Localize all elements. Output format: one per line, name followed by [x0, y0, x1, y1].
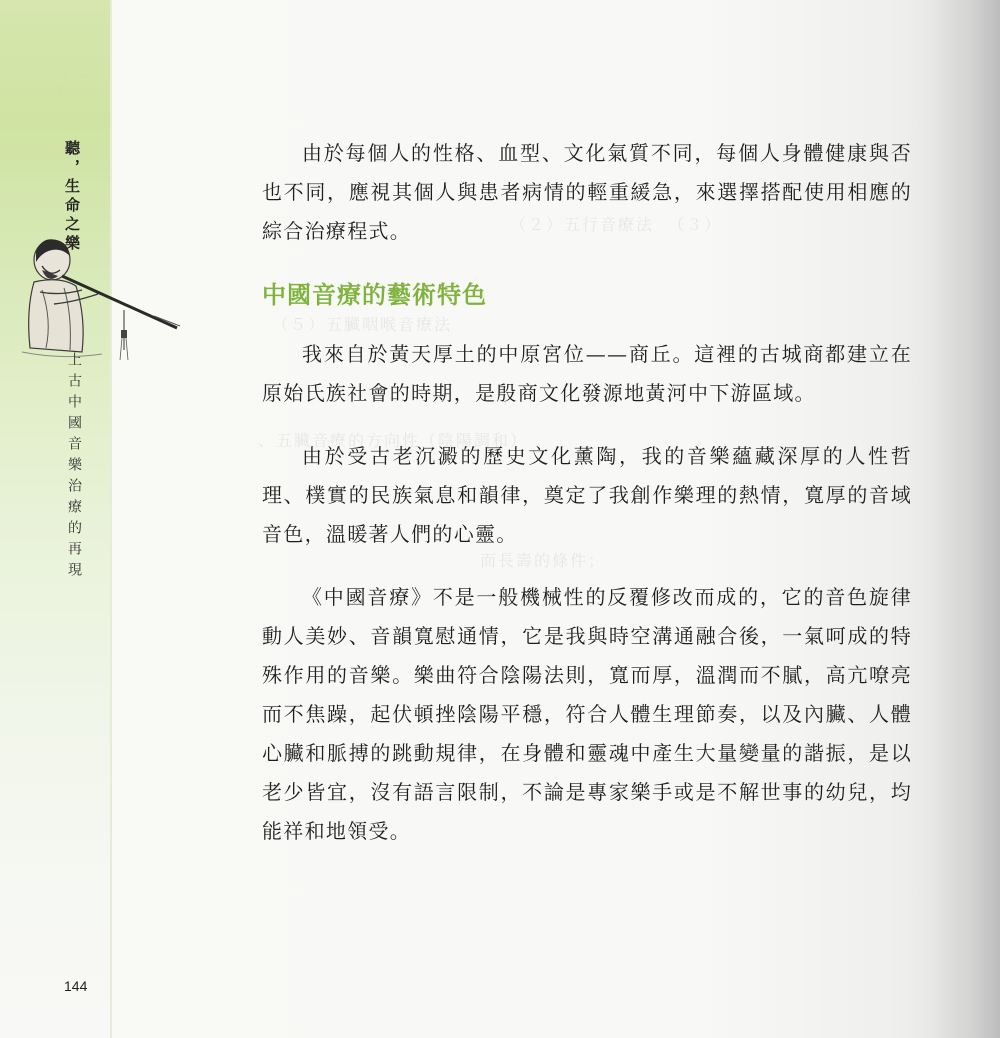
page-gutter-shadow [930, 0, 1000, 1038]
show-through-text: （５）五臟咽喉音療法 [258, 315, 453, 334]
show-through-text: （２）五行音療法 （３） [510, 215, 723, 234]
running-head-title: 聽，生命之樂 [63, 140, 81, 254]
paragraph: 我來自於黃天厚土的中原宮位——商丘。這裡的古城商都建立在原始氏族社會的時期，是殷商文化發源地黃河中下游區域。 [262, 342, 912, 405]
faded-ornament: 〔 一 〕 [58, 70, 90, 99]
page-number: 144 [64, 978, 88, 994]
section-heading: 中國音療的藝術特色 [262, 281, 487, 309]
paragraph: 由於每個人的性格、血型、文化氣質不同，每個人身體健康與否也不同，應視其個人與患者病情的輕重緩急，來選擇搭配使用相應的綜合治療程式。 [262, 141, 912, 243]
running-head-subtitle: 上古中國音樂治療的再現 [66, 352, 82, 583]
decorative-side-band [0, 0, 112, 1038]
show-through-text: 、五臟音療的方向性（陰陽調和） [258, 431, 529, 450]
paragraph: 由於受古老沉澱的歷史文化薰陶，我的音樂蘊藏深厚的人性哲理、樸實的民族氣息和韻律，奠定了我創作樂理的熱情，寬厚的音域音色，溫暖著人們的心靈。 [262, 444, 912, 546]
flute-player-illustration [12, 230, 182, 375]
band-divider [110, 0, 112, 1038]
paragraph: 《中國音療》不是一般機械性的反覆修改而成的，它的音色旋律動人美妙、音韻寬慰通情，它是我與時空溝通融合後，一氣呵成的特殊作用的音樂。樂曲符合陰陽法則，寬而厚，溫潤而不膩，高亢嘹亮而不焦躁，起伏頓挫陰陽平穩，符合人體生理節奏，以及內臟、人體心臟和脈搏的跳動規律，在身體和靈魂中產生大量變量的諧振，是以老少皆宜，沒有語言限制，不論是專家樂手或是不解世事的幼兒，均能祥和地領受。 [262, 585, 912, 843]
main-text [262, 134, 912, 851]
show-through-text: 而長壽的條件； [480, 551, 607, 570]
